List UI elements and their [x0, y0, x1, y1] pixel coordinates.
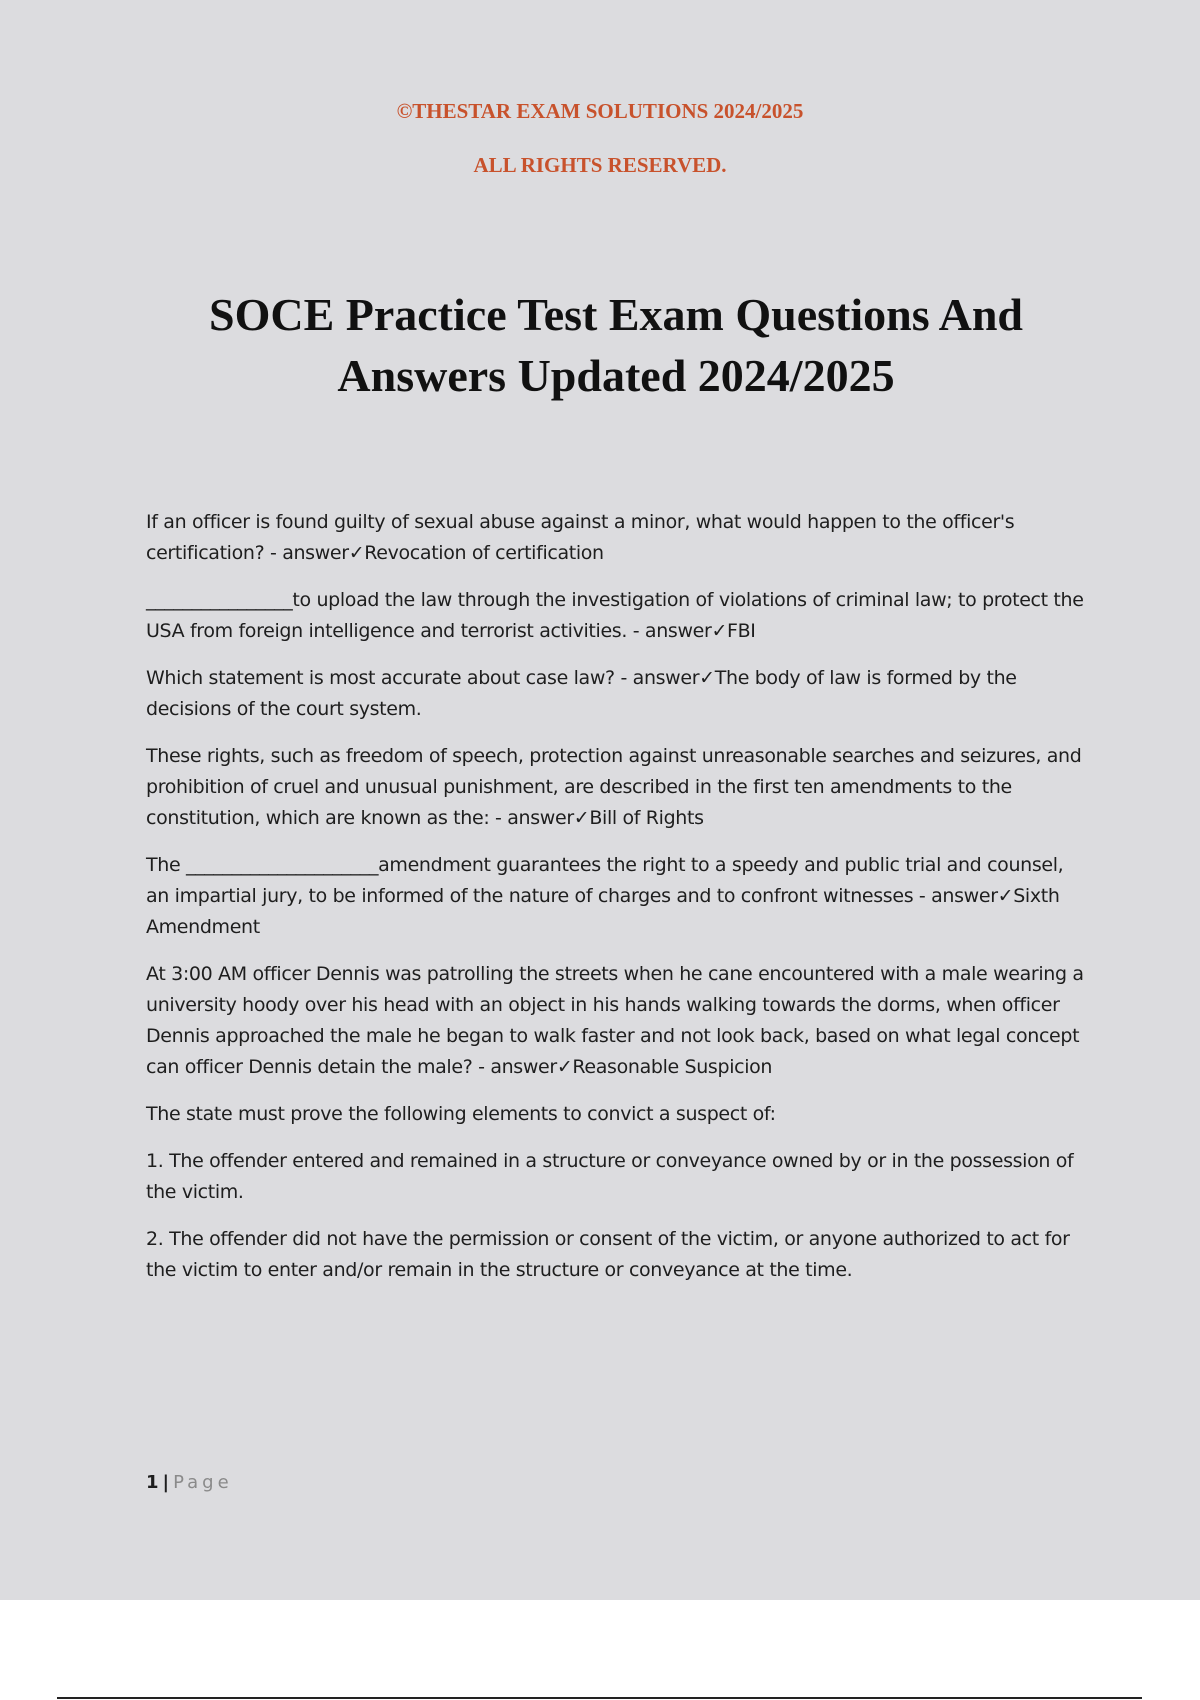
page-number: 1 [146, 1472, 159, 1493]
question-paragraph: The state must prove the following elements to convict a suspect of: [146, 1103, 776, 1125]
question-list [146, 507, 1091, 1302]
question-paragraph: The _____________________amendment guarantees the right to a speedy and public trial and counsel, an impartial jury, to be informed of the nature of charges and to confront witnesses - answer✓Sixth Amendment [146, 854, 1064, 938]
question-paragraph: ________________to upload the law through the investigation of violations of criminal law; to protect the USA from foreign intelligence and terrorist activities. - answer✓FBI [146, 589, 1084, 642]
rights-reserved-notice: ALL RIGHTS RESERVED. [473, 153, 727, 177]
question-paragraph: At 3:00 AM officer Dennis was patrolling the streets when he cane encountered with a male wearing a university hoody over his head with an object in his hands walking towards the dorms, when officer Dennis approached the male he began to walk faster and not look back, based on what legal concept can officer Dennis detain the male? - answer✓Reasonable Suspicion [146, 963, 1084, 1078]
document-title [0, 284, 1200, 406]
copyright-notice: ©THESTAR EXAM SOLUTIONS 2024/2025 [396, 99, 804, 123]
question-paragraph: 2. The offender did not have the permission or consent of the victim, or anyone authorized to act for the victim to enter and/or remain in the structure or conveyance at the time. [146, 1228, 1070, 1281]
page-footer [146, 1472, 233, 1493]
page-label: Page [173, 1472, 233, 1493]
title-line-2: Answers Updated 2024/2025 [337, 350, 895, 401]
bottom-divider [57, 1697, 1142, 1699]
footer-separator: | [162, 1472, 170, 1493]
title-line-1: SOCE Practice Test Exam Questions And [208, 289, 1023, 340]
question-paragraph: If an officer is found guilty of sexual abuse against a minor, what would happen to the officer's certification? - answer✓Revocation of certification [146, 511, 1015, 564]
question-paragraph: These rights, such as freedom of speech, protection against unreasonable searches and seizures, and prohibition of cruel and unusual punishment, are described in the first ten amendments to the constitution, which are known as the: - answer✓Bill of Rights [146, 745, 1082, 829]
question-paragraph: Which statement is most accurate about case law? - answer✓The body of law is formed by the decisions of the court system. [146, 667, 1017, 720]
question-paragraph: 1. The offender entered and remained in a structure or conveyance owned by or in the possession of the victim. [146, 1150, 1074, 1203]
